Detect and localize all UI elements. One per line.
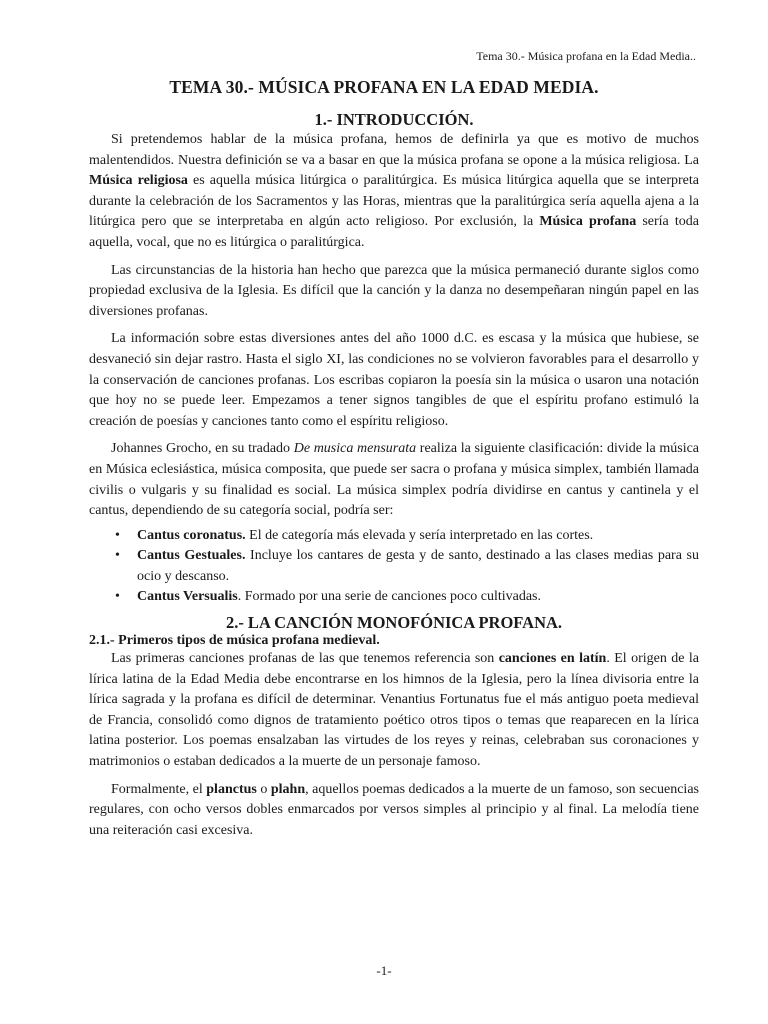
bold-term: planctus — [206, 781, 257, 797]
list-item — [89, 526, 699, 547]
text-run: Las primeras canciones profanas de las que tenemos referencia son — [111, 651, 499, 667]
paragraph — [89, 130, 699, 254]
text-run: Formalmente, el — [111, 781, 207, 797]
text-run: sería toda aquella, vocal, que no es litúrgica o paralitúrgica. — [89, 214, 699, 250]
paragraph — [89, 439, 699, 521]
text-run: Incluye los cantares de gesta y de santo, destinado a las clases medias para su ocio y descanso. — [137, 548, 699, 584]
text-run: El de categoría más elevada y sería interpretado en las cortes. — [245, 527, 594, 543]
paragraph: Las circunstancias de la historia han hecho que parezca que la música permaneció durante siglos como propiedad exclusiva de la Iglesia. Es difícil que la canción y la danza no desempeñaran ningún papel en las diversiones profanas. — [89, 262, 699, 319]
paragraph: La información sobre estas diversiones antes del año 1000 d.C. es escasa y la música que hubiese, se desvaneció sin dejar rastro. Hasta el siglo XI, las condiciones no se volvieron favorables para el desarrollo y la conservación de canciones profanas. Los escribas copiaron la poesía sin la música o usaron una notación que hoy no se puede leer. Empezamos a tener signos tangibles de que el espíritu profano estimuló la creación de poesías y canciones tanto como el espíritu religioso. — [89, 331, 699, 429]
paragraph — [89, 780, 699, 842]
bullet-icon: • — [115, 589, 120, 605]
text-run: Johannes Grocho, en su tradado — [111, 441, 294, 457]
italic-title: De musica mensurata — [293, 441, 417, 457]
text-run: . Formado por una serie de canciones poco cultivadas. — [237, 589, 542, 605]
list-item — [89, 546, 699, 587]
bold-term: canciones en latín — [498, 651, 607, 667]
section-heading-introduccion: 1.- INTRODUCCIÓN. — [314, 110, 474, 129]
bold-term: Música profana — [539, 214, 637, 230]
list-item — [89, 587, 699, 608]
bold-term: Cantus Gestuales. — [137, 548, 246, 564]
paragraph — [89, 649, 699, 773]
section-heading-cancion-monofonica: 2.- LA CANCIÓN MONOFÓNICA PROFANA. — [225, 613, 563, 633]
bold-term: Cantus coronatus. — [137, 527, 246, 543]
document-body — [89, 110, 699, 848]
text-run: Si pretendemos hablar de la música profana, hemos de definirla ya que es motivo de muchos malentendidos. Nuestra definición se va a basar en que la música profana se opone a la música religiosa. La — [89, 132, 699, 168]
bold-term: Música religiosa — [89, 173, 188, 189]
text-run: , aquellos poemas dedicados a la muerte de un famoso, son secuencias regulares, con ocho versos dobles enmarcados por versos simples al principio y al final. La melodía tiene una reiteración casi excesiva. — [89, 781, 699, 838]
bold-term: Cantus Versualis — [137, 589, 238, 605]
bullet-icon: • — [115, 548, 120, 564]
text-run: es aquella música litúrgica o paralitúrgica. Es música litúrgica aquella que se interpreta durante la celebración de los Sacramentos y las Horas, mientras que la paralitúrgica sería aquella ajena a la litúrgica pero que se interpretaba en algún acto religioso. Por exclusión, la — [89, 173, 699, 230]
document-title: TEMA 30.- MÚSICA PROFANA EN LA EDAD MEDIA. — [169, 77, 599, 97]
bold-term: plahn — [270, 781, 306, 797]
subsection-heading: 2.1.- Primeros tipos de música profana medieval. — [89, 633, 380, 649]
bullet-list — [89, 526, 699, 608]
text-run: o — [256, 781, 271, 797]
text-run: . El origen de la lírica latina de la Edad Media debe encontrarse en los himnos de la Iglesia, pero la línea divisoria entre la lírica sagrada y la profana es difícil de determinar. Venantius Fortunatus fue el más antiguo poeta medieval de Francia, consolidó como dignos de tratamiento poético otros tipos o temas que reaparecen en la lírica latina posterior. Los poemas ensalzaban las virtudes de los reyes y reinas, celebraban sus coronaciones y matrimonios o estaban dedicados a la muerte de un personaje famoso. — [89, 651, 699, 770]
text-run: realiza la siguiente clasificación: divide la música en Música eclesiástica, música composita, que puede ser sacra o profana y música simplex, también llamada civilis o vulgaris y su finalidad es social. La música simplex podría dividirse en cantus y cantinela y el cantus, dependiendo de su categoría social, podría ser: — [89, 441, 700, 519]
running-header: Tema 30.- Música profana en la Edad Media.. — [476, 49, 696, 63]
bullet-icon: • — [115, 527, 120, 543]
page-number: -1- — [376, 963, 392, 978]
